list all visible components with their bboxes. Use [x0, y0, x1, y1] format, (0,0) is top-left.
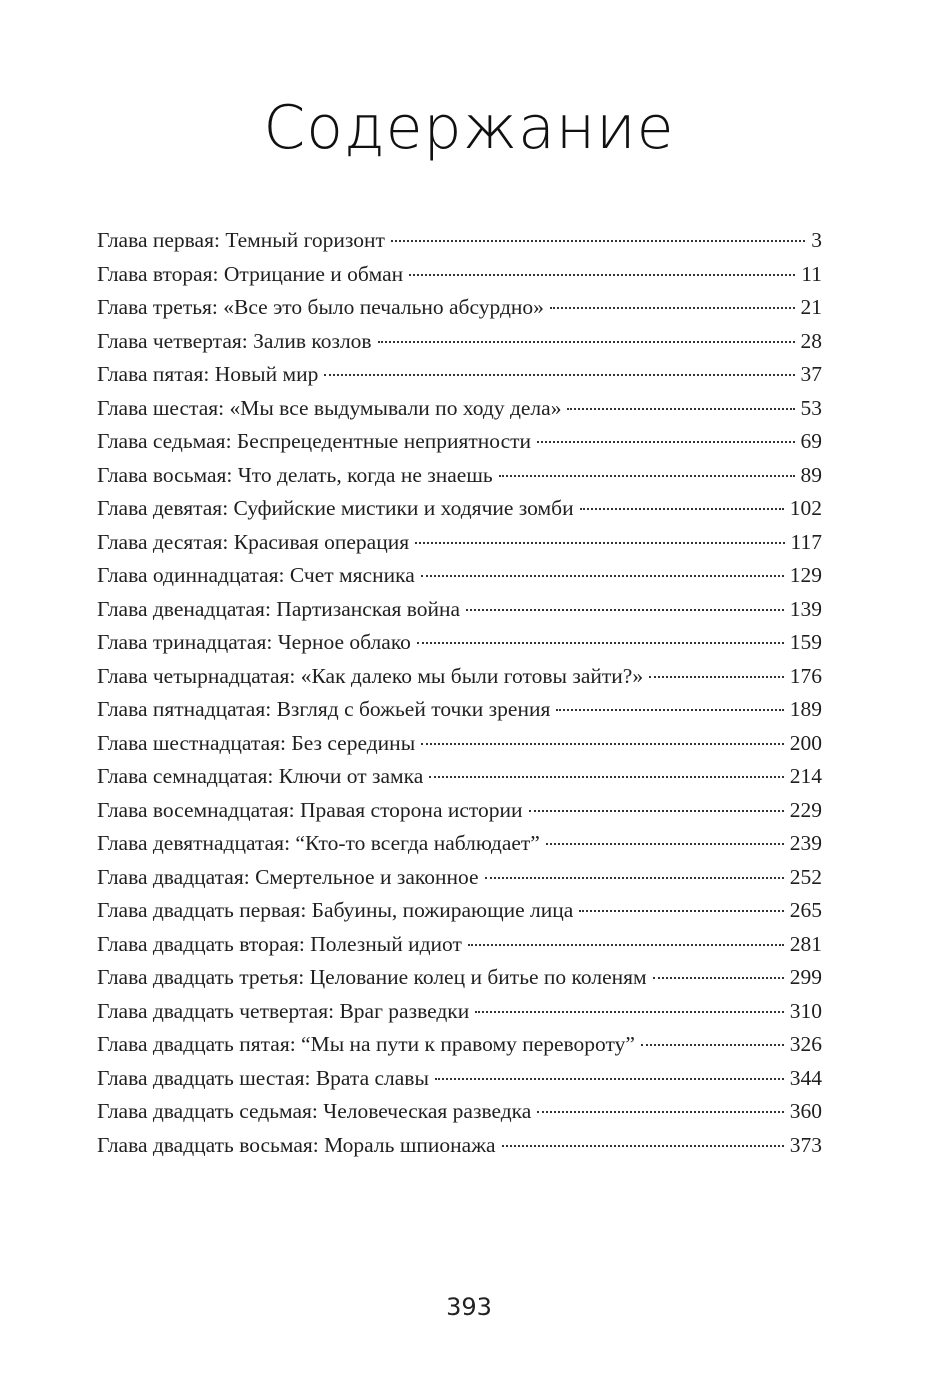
toc-entry: [97, 1028, 822, 1062]
dot-leader: [324, 374, 794, 376]
toc-entry: [97, 861, 822, 895]
toc-entry: [97, 224, 822, 258]
toc-entry-page: 11: [801, 261, 822, 286]
toc-entry-page: 360: [789, 1099, 822, 1123]
toc-entry-title: Глава восьмая: Что делать, когда не знаешь: [97, 462, 493, 487]
toc-entry: [97, 1129, 822, 1163]
toc-entry: [97, 928, 822, 962]
toc-entry: [97, 760, 822, 794]
toc-entry-title: Глава двадцать четвертая: Враг разведки: [97, 998, 470, 1023]
toc-entry-page: 159: [789, 630, 822, 654]
toc-entry-page: 37: [800, 362, 822, 386]
toc-entry-page: 214: [789, 764, 822, 788]
toc-entry-page: 21: [800, 295, 822, 319]
dot-leader: [649, 676, 784, 678]
toc-entry: [97, 392, 822, 426]
toc-entry-page: 265: [789, 898, 822, 922]
toc-entry-title: Глава двадцатая: Смертельное и законное: [97, 864, 479, 889]
toc-entry: [97, 325, 822, 359]
toc-entry: [97, 1095, 822, 1129]
toc-entry-title: Глава семнадцатая: Ключи от замка: [97, 764, 424, 788]
toc-entry: [97, 626, 822, 660]
toc-entry-title: Глава двадцать седьмая: Человеческая разведка: [97, 1099, 532, 1123]
toc-entry-title: Глава десятая: Красивая операция: [97, 529, 410, 554]
dot-leader: [409, 274, 795, 276]
toc-entry-title: Глава первая: Темный горизонт: [97, 228, 385, 252]
toc-entry-title: Глава четырнадцатая: «Как далеко мы были готовы зайти?»: [97, 663, 644, 688]
toc-entry-page: 3: [811, 228, 822, 252]
dot-leader: [529, 810, 784, 812]
toc-entry: [97, 961, 822, 995]
dot-leader: [485, 877, 784, 879]
toc-entry-title: Глава тринадцатая: Черное облако: [97, 630, 411, 654]
toc-entry-title: Глава двадцать вторая: Полезный идиот: [97, 931, 462, 956]
toc-entry-page: 139: [789, 596, 822, 621]
toc-entry-page: 200: [789, 730, 822, 755]
toc-entry-page: 28: [800, 328, 822, 353]
toc-entry: [97, 258, 822, 292]
dot-leader: [537, 441, 794, 443]
toc-entry-title: Глава одиннадцатая: Счет мясника: [97, 563, 415, 587]
toc-entry-page: 176: [789, 663, 822, 688]
toc-entry: [97, 559, 822, 593]
dot-leader: [567, 408, 794, 410]
toc-entry-page: 344: [789, 1065, 822, 1090]
toc-entry: [97, 1062, 822, 1096]
page-number: 393: [446, 1293, 492, 1321]
toc-entry: [97, 995, 822, 1029]
toc-entry-title: Глава пятнадцатая: Взгляд с божьей точки зрения: [97, 697, 551, 721]
toc-entry: [97, 693, 822, 727]
dot-leader: [641, 1044, 784, 1046]
toc-entry: [97, 358, 822, 392]
table-of-contents: [97, 224, 822, 1162]
toc-entry: [97, 291, 822, 325]
toc-entry: [97, 526, 822, 560]
toc-entry-page: 239: [789, 831, 822, 855]
toc-entry-page: 69: [800, 429, 822, 453]
dot-leader: [417, 642, 784, 644]
dot-leader: [429, 776, 783, 778]
toc-entry: [97, 593, 822, 627]
toc-entry: [97, 727, 822, 761]
toc-entry-page: 229: [789, 797, 822, 822]
dot-leader: [415, 542, 784, 544]
dot-leader: [475, 1011, 784, 1013]
toc-entry-page: 189: [789, 697, 822, 721]
toc-entry-title: Глава двенадцатая: Партизанская война: [97, 596, 461, 621]
dot-leader: [550, 307, 795, 309]
toc-entry: [97, 492, 822, 526]
dot-leader: [502, 1145, 784, 1147]
dot-leader: [391, 240, 805, 242]
toc-entry-page: 117: [790, 529, 822, 554]
toc-entry-title: Глава двадцать восьмая: Мораль шпионажа: [97, 1132, 496, 1157]
toc-entry-title: Глава седьмая: Беспрецедентные неприятности: [97, 429, 532, 453]
dot-leader: [466, 609, 784, 611]
toc-entry-title: Глава двадцать шестая: Врата славы: [97, 1065, 429, 1090]
toc-entry-page: 281: [789, 931, 822, 956]
toc-entry-page: 310: [789, 998, 822, 1023]
dot-leader: [435, 1078, 784, 1080]
toc-entry-page: 252: [789, 864, 822, 889]
page-title: Содержание: [263, 93, 675, 163]
toc-entry-title: Глава третья: «Все это было печально абсурдно»: [97, 295, 544, 319]
toc-entry: [97, 894, 822, 928]
toc-entry-page: 326: [789, 1032, 822, 1056]
dot-leader: [580, 508, 784, 510]
toc-entry: [97, 459, 822, 493]
toc-entry-page: 299: [789, 965, 822, 989]
toc-entry-page: 89: [800, 462, 822, 487]
toc-entry-title: Глава двадцать первая: Бабуины, пожирающие лица: [97, 898, 574, 922]
toc-entry-title: Глава четвертая: Залив козлов: [97, 328, 372, 353]
toc-entry-title: Глава двадцать третья: Целование колец и битье по коленям: [97, 965, 647, 989]
dot-leader: [421, 575, 784, 577]
toc-entry-title: Глава восемнадцатая: Правая сторона истории: [97, 797, 523, 822]
toc-entry: [97, 660, 822, 694]
dot-leader: [579, 910, 783, 912]
toc-entry-title: Глава двадцать пятая: “Мы на пути к правому перевороту”: [97, 1032, 635, 1056]
toc-entry: [97, 425, 822, 459]
dot-leader: [378, 341, 795, 343]
dot-leader: [546, 843, 784, 845]
toc-entry-page: 129: [789, 563, 822, 587]
toc-entry-title: Глава шестнадцатая: Без середины: [97, 730, 416, 755]
toc-entry-page: 102: [789, 496, 822, 520]
toc-entry-title: Глава шестая: «Мы все выдумывали по ходу дела»: [97, 395, 562, 420]
dot-leader: [468, 944, 784, 946]
toc-entry-page: 53: [800, 395, 822, 420]
dot-leader: [499, 475, 795, 477]
dot-leader: [653, 977, 784, 979]
toc-entry: [97, 827, 822, 861]
dot-leader: [537, 1111, 783, 1113]
toc-entry-title: Глава девятая: Суфийские мистики и ходячие зомби: [97, 496, 574, 520]
toc-entry-title: Глава девятнадцатая: “Кто-то всегда наблюдает”: [97, 831, 540, 855]
dot-leader: [421, 743, 784, 745]
toc-entry-title: Глава пятая: Новый мир: [97, 362, 319, 386]
toc-entry-title: Глава вторая: Отрицание и обман: [97, 261, 404, 286]
dot-leader: [556, 709, 783, 711]
toc-entry-page: 373: [789, 1132, 822, 1157]
toc-entry: [97, 794, 822, 828]
